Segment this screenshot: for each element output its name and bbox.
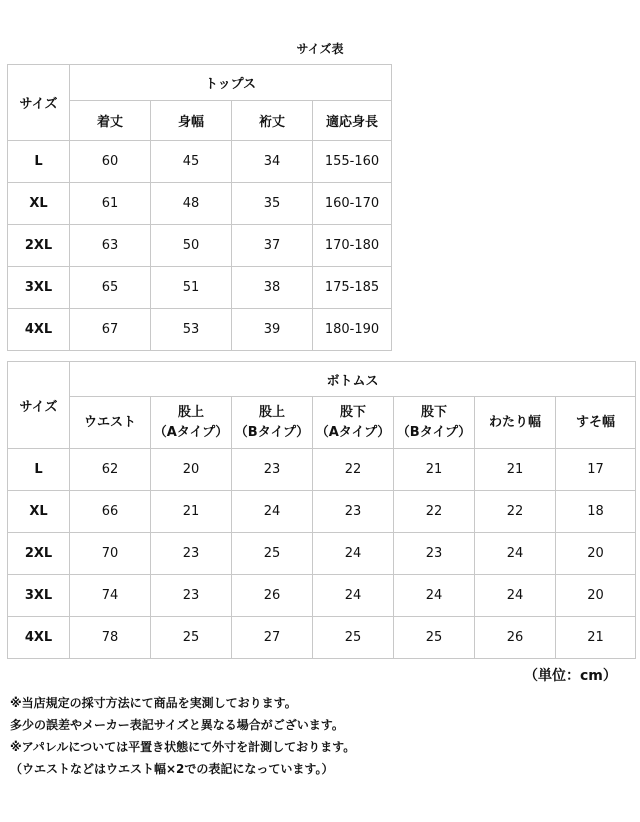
tops-size-table (7, 64, 392, 351)
table-cell: 70 (70, 533, 151, 575)
table-cell: 24 (475, 533, 556, 575)
table-cell: 23 (313, 491, 394, 533)
column-header: 着丈 (70, 101, 151, 141)
table-row (8, 491, 636, 533)
table-cell: 175-185 (313, 267, 392, 309)
table-cell: 45 (151, 141, 232, 183)
note-line: ※アパレルについては平置き状態にて外寸を計測しております。 (10, 740, 356, 754)
table-cell: 24 (475, 575, 556, 617)
size-cell: 3XL (8, 575, 70, 617)
notes (10, 692, 355, 780)
table-cell: 155-160 (313, 141, 392, 183)
table-cell: 23 (151, 533, 232, 575)
table-cell: 180-190 (313, 309, 392, 351)
table-cell: 23 (232, 449, 313, 491)
table-cell: 160-170 (313, 183, 392, 225)
column-header: 裄丈 (232, 101, 313, 141)
table-cell: 62 (70, 449, 151, 491)
column-header-line1: ウエスト (83, 414, 136, 430)
table-cell: 24 (232, 491, 313, 533)
table-cell: 48 (151, 183, 232, 225)
table-row (8, 183, 392, 225)
note-line: 多少の誤差やメーカー表記サイズと異なる場合がございます。 (10, 718, 344, 732)
table-cell: 20 (556, 533, 636, 575)
table-row (8, 225, 392, 267)
table-cell: 18 (556, 491, 636, 533)
table-cell: 20 (151, 449, 232, 491)
table-cell: 22 (475, 491, 556, 533)
bottoms-group-header: ボトムス (70, 362, 636, 397)
table-cell: 17 (556, 449, 636, 491)
table-cell: 24 (313, 533, 394, 575)
column-header-line1: 股上 (258, 404, 285, 420)
table-row (8, 617, 636, 659)
column-header-line1: 股下 (339, 404, 366, 420)
size-cell: L (8, 141, 70, 183)
bottoms-size-table (7, 361, 636, 659)
size-cell: XL (8, 183, 70, 225)
table-cell: 21 (151, 491, 232, 533)
table-cell: 21 (394, 449, 475, 491)
table-cell: 25 (151, 617, 232, 659)
column-header-line1: 股下 (420, 404, 447, 420)
column-header (394, 397, 475, 449)
column-header (151, 397, 232, 449)
column-header-line1: すそ幅 (575, 414, 615, 430)
size-cell: 2XL (8, 533, 70, 575)
size-cell: L (8, 449, 70, 491)
size-cell: 3XL (8, 267, 70, 309)
table-cell: 25 (232, 533, 313, 575)
column-header (475, 397, 556, 449)
table-cell: 22 (394, 491, 475, 533)
column-header (313, 397, 394, 449)
size-cell: 4XL (8, 309, 70, 351)
size-header: サイズ (8, 362, 70, 449)
tops-group-header: トップス (70, 65, 392, 101)
page-title: サイズ表 (296, 42, 344, 56)
table-cell: 26 (232, 575, 313, 617)
table-cell: 50 (151, 225, 232, 267)
table-row (8, 267, 392, 309)
column-header (556, 397, 636, 449)
table-cell: 67 (70, 309, 151, 351)
table-cell: 23 (394, 533, 475, 575)
table-row (8, 141, 392, 183)
table-cell: 35 (232, 183, 313, 225)
table-cell: 37 (232, 225, 313, 267)
column-header-line2: （Bタイプ） (396, 424, 472, 440)
table-cell: 25 (394, 617, 475, 659)
table-cell: 60 (70, 141, 151, 183)
size-header: サイズ (8, 65, 70, 141)
column-header-line2: （Aタイプ） (153, 424, 229, 440)
table-cell: 53 (151, 309, 232, 351)
table-cell: 38 (232, 267, 313, 309)
table-cell: 78 (70, 617, 151, 659)
table-cell: 170-180 (313, 225, 392, 267)
table-row (8, 309, 392, 351)
column-header: 身幅 (151, 101, 232, 141)
note-line: ※当店規定の採寸方法にて商品を実測しております。 (10, 696, 297, 710)
table-cell: 63 (70, 225, 151, 267)
note-line: （ウエストなどはウエスト幅×2での表記になっています。） (10, 762, 334, 776)
table-cell: 61 (70, 183, 151, 225)
table-cell: 24 (313, 575, 394, 617)
table-cell: 23 (151, 575, 232, 617)
table-cell: 65 (70, 267, 151, 309)
table-cell: 66 (70, 491, 151, 533)
column-header-line1: 股上 (177, 404, 204, 420)
table-cell: 34 (232, 141, 313, 183)
column-header-line2: （Bタイプ） (234, 424, 310, 440)
table-cell: 27 (232, 617, 313, 659)
column-header (232, 397, 313, 449)
size-cell: 4XL (8, 617, 70, 659)
column-header: 適応身長 (313, 101, 392, 141)
table-cell: 25 (313, 617, 394, 659)
size-cell: 2XL (8, 225, 70, 267)
column-header (70, 397, 151, 449)
table-cell: 24 (394, 575, 475, 617)
size-cell: XL (8, 491, 70, 533)
unit-label: （単位：cm） (524, 668, 617, 684)
table-cell: 21 (556, 617, 636, 659)
table-cell: 74 (70, 575, 151, 617)
table-cell: 39 (232, 309, 313, 351)
table-cell: 22 (313, 449, 394, 491)
table-row (8, 575, 636, 617)
table-cell: 20 (556, 575, 636, 617)
table-cell: 51 (151, 267, 232, 309)
column-header-line2: （Aタイプ） (315, 424, 391, 440)
column-header-line1: わたり幅 (488, 414, 541, 430)
table-cell: 21 (475, 449, 556, 491)
table-row (8, 533, 636, 575)
table-cell: 26 (475, 617, 556, 659)
table-row (8, 449, 636, 491)
